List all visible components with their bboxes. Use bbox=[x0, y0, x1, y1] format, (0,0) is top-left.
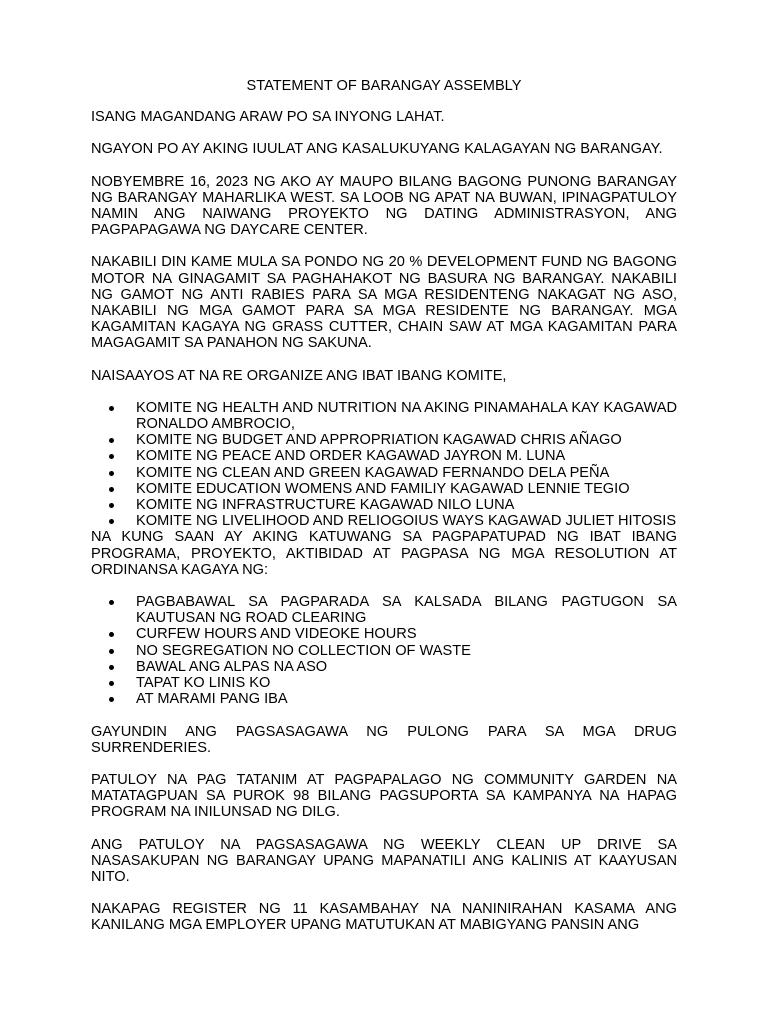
document-page bbox=[91, 78, 677, 950]
closing-paragraph: PATULOY NA PAG TATANIM AT PAGPAPALAGO NG COMMUNITY GARDEN NA MATATAGPUAN SA PUROK 98 BILANG PAGSUPORTA SA KAMPANYA NA HAPAG PROGRAM NA INILUNSAD NG DILG. bbox=[91, 771, 677, 821]
greeting-paragraph: ISANG MAGANDANG ARAW PO SA INYONG LAHAT. bbox=[91, 109, 445, 126]
bullet-icon bbox=[109, 438, 114, 443]
list-item: CURFEW HOURS AND VIDEOKE HOURS bbox=[136, 626, 677, 642]
list-item: KOMITE NG INFRASTRUCTURE KAGAWAD NILO LUNA bbox=[136, 497, 677, 513]
bullet-icon bbox=[109, 649, 114, 654]
intro-paragraph: NOBYEMBRE 16, 2023 NG AKO AY MAUPO BILANG BAGONG PUNONG BARANGAY NG BARANGAY MAHARLIKA WEST. SA LOOB NG APAT NA BUWAN, IPINAGPATULOY NAMIN ANG NAIWANG PROYEKTO NG DATING ADMINISTRASYON, ANG PAGPAPAGAWA NG DAYCARE CENTER. bbox=[91, 173, 677, 239]
bullet-icon bbox=[109, 681, 114, 686]
bullet-icon bbox=[109, 471, 114, 476]
bullet-icon bbox=[109, 632, 114, 637]
bullet-icon bbox=[109, 406, 114, 411]
bullet-icon bbox=[109, 697, 114, 702]
committee-list bbox=[91, 400, 677, 530]
ordinance-list bbox=[91, 594, 677, 707]
intro-paragraph: NAISAAYOS AT NA RE ORGANIZE ANG IBAT IBANG KOMITE, bbox=[91, 367, 507, 384]
list-item: KOMITE NG HEALTH AND NUTRITION NA AKING PINAMAHALA KAY KAGAWAD RONALDO AMBROCIO, bbox=[136, 400, 677, 432]
document-title: STATEMENT OF BARANGAY ASSEMBLY bbox=[246, 78, 522, 94]
bullet-icon bbox=[109, 665, 114, 670]
list-item: BAWAL ANG ALPAS NA ASO bbox=[136, 659, 677, 675]
closing-paragraph: ANG PATULOY NA PAGSASAGAWA NG WEEKLY CLEAN UP DRIVE SA NASASAKUPAN NG BARANGAY UPANG MAPANATILI ANG KALINIS AT KAAYUSAN NITO. bbox=[91, 836, 677, 885]
intro-paragraph: NGAYON PO AY AKING IUULAT ANG KASALUKUYANG KALAGAYAN NG BARANGAY. bbox=[91, 141, 663, 158]
intro-paragraph: NAKABILI DIN KAME MULA SA PONDO NG 20 % DEVELOPMENT FUND NG BAGONG MOTOR NA GINAGAMIT SA PAGHAHAKOT NG BASURA NG BARANGAY. NAKABILI NG GAMOT NG ANTI RABIES PARA SA MGA RESIDENTENG NAKAGAT NG ASO, NAKABILI NG MGA GAMOT PARA SA MGA RESIDENTE NG BARANGAY. MGA KAGAMITAN KAGAYA NG GRASS CUTTER, CHAIN SAW AT MGA KAGAMITAN PARA MAGAGAMIT SA PANAHON NG SAKUNA. bbox=[91, 254, 677, 352]
list-item: NO SEGREGATION NO COLLECTION OF WASTE bbox=[136, 643, 677, 659]
list-item: KOMITE EDUCATION WOMENS AND FAMILIY KAGAWAD LENNIE TEGIO bbox=[136, 481, 677, 497]
bullet-icon bbox=[109, 454, 114, 459]
list-item: KOMITE NG BUDGET AND APPROPRIATION KAGAWAD CHRIS AÑAGO bbox=[136, 432, 677, 448]
list-item: KOMITE NG CLEAN AND GREEN KAGAWAD FERNANDO DELA PEÑA bbox=[136, 465, 677, 481]
list-item: KOMITE NG PEACE AND ORDER KAGAWAD JAYRON M. LUNA bbox=[136, 448, 677, 464]
closing-paragraph: NAKAPAG REGISTER NG 11 KASAMBAHAY NA NANINIRAHAN KASAMA ANG KANILANG MGA EMPLOYER UPANG MATUTUKAN AT MABIGYANG PANSIN ANG bbox=[91, 901, 677, 934]
list-item: PAGBABAWAL SA PAGPARADA SA KALSADA BILANG PAGTUGON SA KAUTUSAN NG ROAD CLEARING bbox=[136, 594, 677, 626]
list-item: AT MARAMI PANG IBA bbox=[136, 691, 677, 707]
list-item: TAPAT KO LINIS KO bbox=[136, 675, 677, 691]
closing-paragraph: GAYUNDIN ANG PAGSASAGAWA NG PULONG PARA SA MGA DRUG SURRENDERIES. bbox=[91, 723, 677, 756]
list-item: KOMITE NG LIVELIHOOD AND RELIOGOIUS WAYS KAGAWAD JULIET HITOSIS bbox=[136, 513, 677, 529]
bullet-icon bbox=[109, 600, 114, 605]
bullet-icon bbox=[109, 519, 114, 524]
body-paragraph: NA KUNG SAAN AY AKING KATUWANG SA PAGPAPATUPAD NG IBAT IBANG PROGRAMA, PROYEKTO, AKTIBIDAD AT PAGPASA NG MGA RESOLUTION AT ORDINANSA KAGAYA NG: bbox=[91, 529, 677, 578]
bullet-icon bbox=[109, 487, 114, 492]
bullet-icon bbox=[109, 503, 114, 508]
